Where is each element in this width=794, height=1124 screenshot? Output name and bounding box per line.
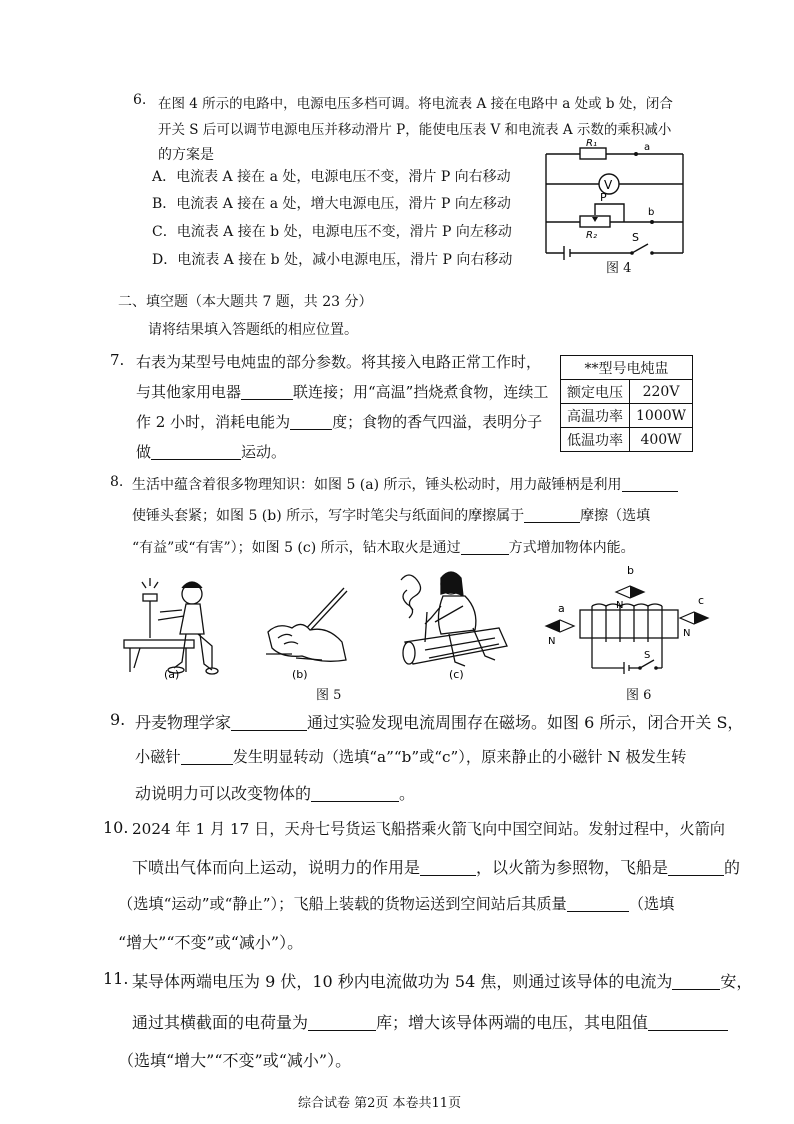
q7-blank-3[interactable] <box>151 444 241 460</box>
q7-blank-1[interactable] <box>241 384 293 400</box>
figure-5-caption: 图 5 <box>316 688 342 703</box>
fig5c-label: (c) <box>449 668 464 681</box>
q11-line2 <box>132 1010 728 1033</box>
q10-blank-1[interactable] <box>420 859 476 876</box>
q7-number: 7. <box>110 351 125 369</box>
q10-text: （选填“运动”或“静止”）；飞船上装载的货物运送到空间站后其质量 <box>118 895 567 913</box>
q6-option-b[interactable]: B．电流表 A 接在 a 处，增大电源电压，滑片 P 向左移动 <box>152 196 511 212</box>
q11-blank-3[interactable] <box>648 1014 728 1031</box>
q11-blank-1[interactable] <box>672 973 720 990</box>
q10-line3 <box>118 893 674 914</box>
q9-number: 9. <box>110 710 126 729</box>
q9-line3 <box>135 781 415 804</box>
fig4-label-p: P <box>600 191 607 204</box>
q9-line1 <box>135 710 743 733</box>
q7-table-title: **型号电炖盅 <box>561 356 693 380</box>
q6-stem-line2: 开关 S 后可以调节电源电压并移动滑片 P，能使电压表 V 和电流表 A 示数的乘积减小 <box>158 122 672 138</box>
q8-text: 摩擦（选填 <box>580 508 651 524</box>
figure-5b-writing-illustration <box>262 582 362 682</box>
q7-text: 度；食物的香气四溢，表明分子 <box>332 413 543 431</box>
q6-stem-line3: 的方案是 <box>158 147 214 163</box>
q10-line2 <box>132 855 740 878</box>
q6-option-a[interactable]: A．电流表 A 接在 a 处，电源电压不变，滑片 P 向右移动 <box>152 169 511 185</box>
q9-text: 。 <box>399 784 416 803</box>
fig5b-label: (b) <box>292 668 308 681</box>
fig6-label-c: c <box>698 594 705 607</box>
q7-blank-2[interactable] <box>290 414 332 430</box>
figure-5c-fire-drill-illustration <box>395 566 520 682</box>
q9-text: 通过实验发现电流周围存在磁场。如图 6 所示，闭合开关 S， <box>307 713 744 732</box>
q11-text: 安， <box>720 972 753 991</box>
q7-table-label: 额定电压 <box>561 380 630 404</box>
q8-number: 8. <box>110 474 124 490</box>
q10-line4: “增大”“不变”或“减小”）。 <box>118 933 304 952</box>
q7-text: 运动。 <box>241 443 287 461</box>
q11-number: 11. <box>103 969 129 988</box>
fig4-label-a: a <box>644 142 651 153</box>
q9-blank-1[interactable] <box>231 714 307 731</box>
q8-line1 <box>132 474 678 494</box>
q8-text: 方式增加物体内能。 <box>508 540 635 556</box>
q8-line3 <box>132 537 635 557</box>
q9-blank-2[interactable] <box>181 749 233 765</box>
fig6-label-s: S <box>644 650 651 661</box>
q7-table-value: 1000W <box>630 404 693 428</box>
figure-6-caption: 图 6 <box>626 688 652 703</box>
q7-text: 联连接；用“高温”挡烧煮食物，连续工 <box>293 383 549 401</box>
q11-blank-2[interactable] <box>308 1014 376 1031</box>
q8-blank-2[interactable] <box>524 508 580 523</box>
q11-text: 通过其横截面的电荷量为 <box>132 1013 309 1032</box>
fig6-label-n2: N <box>616 600 624 611</box>
fig6-label-n3: N <box>683 628 691 639</box>
section2-title: 二、填空题（本大题共 7 题，共 23 分） <box>118 294 373 310</box>
q7-table-value: 220V <box>630 380 693 404</box>
q6-stem-line1: 在图 4 所示的电路中，电源电压多档可调。将电流表 A 接在电路中 a 处或 b 处，闭合 <box>158 96 673 112</box>
page-footer: 综合试卷 第2页 本卷共11页 <box>298 1096 462 1111</box>
q9-text: 动说明力可以改变物体的 <box>135 784 312 803</box>
fig4-label-s: S <box>632 231 639 244</box>
q6-option-d[interactable]: D．电流表 A 接在 b 处，减小电源电压，滑片 P 向右移动 <box>152 252 513 268</box>
fig6-label-n1: N <box>548 636 556 647</box>
q7-table-label: 低温功率 <box>561 428 630 452</box>
q10-line1: 2024 年 1 月 17 日，天舟七号货运飞船搭乘火箭飞向中国空间站。发射过程中，火箭向 <box>132 820 725 838</box>
q8-blank-1[interactable] <box>622 477 678 492</box>
q8-blank-3[interactable] <box>461 540 509 555</box>
q7-text: 做 <box>136 443 152 461</box>
fig4-label-r2: R₂ <box>586 230 597 241</box>
q7-table-label: 高温功率 <box>561 404 630 428</box>
q9-line2 <box>135 746 686 767</box>
q8-text: 生活中蕴含着很多物理知识：如图 5 (a) 所示，锤头松动时，用力敲锤柄是利用 <box>132 477 622 493</box>
figure-6-solenoid <box>540 562 710 682</box>
q9-text: 发生明显转动（选填“a”“b”或“c”），原来静止的小磁针 N 极发生转 <box>232 748 687 766</box>
q7-spec-table <box>560 355 693 452</box>
q10-blank-3[interactable] <box>567 896 629 912</box>
q7-line1: 右表为某型号电炖盅的部分参数。将其接入电路正常工作时， <box>136 353 542 371</box>
q7-text: 作 2 小时，消耗电能为 <box>136 413 291 431</box>
q10-text: 的 <box>724 858 741 877</box>
q7-line2 <box>136 381 548 402</box>
q8-line2 <box>132 505 650 525</box>
fig5a-label: (a) <box>164 668 180 681</box>
fig4-label-v: V <box>604 178 613 192</box>
fig4-label-b: b <box>648 207 655 218</box>
q7-line4 <box>136 441 286 462</box>
q9-blank-3[interactable] <box>311 785 399 802</box>
fig6-label-b: b <box>627 564 634 577</box>
q7-table-value: 400W <box>630 428 693 452</box>
figure-4-caption: 图 4 <box>606 261 632 276</box>
q8-text: 使锤头套紧；如图 5 (b) 所示，写字时笔尖与纸面间的摩擦属于 <box>132 508 525 524</box>
q9-text: 丹麦物理学家 <box>135 713 232 732</box>
q10-blank-2[interactable] <box>668 859 724 876</box>
q8-text: “有益”或“有害”）；如图 5 (c) 所示，钻木取火是通过 <box>132 540 461 556</box>
q11-line1 <box>132 969 752 992</box>
q10-text: 下喷出气体而向上运动，说明力的作用是 <box>132 858 421 877</box>
q11-text: 库；增大该导体两端的电压，其电阻值 <box>376 1013 649 1032</box>
q10-text: （选填 <box>628 895 675 913</box>
q6-option-c[interactable]: C．电流表 A 接在 b 处，电源电压不变，滑片 P 向左移动 <box>152 224 512 240</box>
q11-line3: （选填“增大”“不变”或“减小”）。 <box>118 1051 352 1070</box>
q10-number: 10. <box>103 818 129 837</box>
q7-line3 <box>136 411 542 432</box>
q7-text: 与其他家用电器 <box>136 383 242 401</box>
q9-text: 小磁针 <box>135 748 181 766</box>
section2-instruction: 请将结果填入答题纸的相应位置。 <box>148 322 358 338</box>
q6-number: 6. <box>133 92 147 108</box>
q11-text: 某导体两端电压为 9 伏，10 秒内电流做功为 54 焦，则通过该导体的电流为 <box>132 972 673 991</box>
fig6-label-a: a <box>558 602 565 615</box>
figure-5a-hammer-illustration <box>120 572 220 684</box>
fig4-label-r1: R₁ <box>586 138 597 149</box>
q10-text: ，以火箭为参照物，飞船是 <box>476 858 669 877</box>
